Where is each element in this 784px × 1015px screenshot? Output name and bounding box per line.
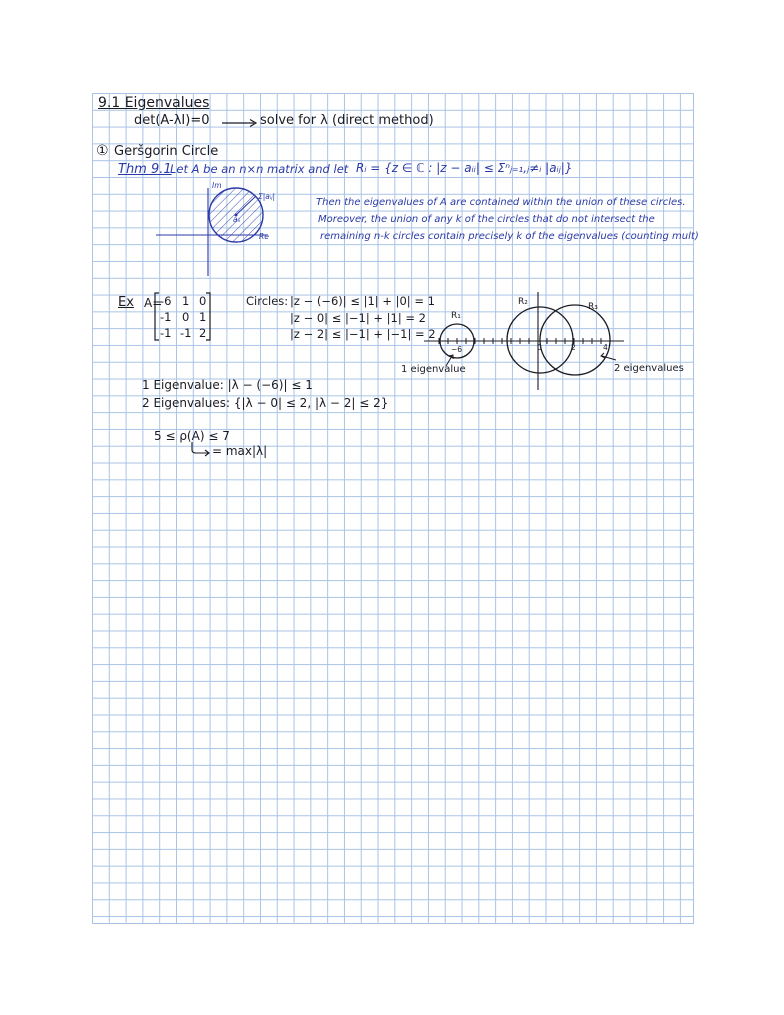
theorem-text: Let A be an n×n matrix and let [170,162,349,176]
circle-equation: |z − 2| ≤ |−1| + |−1| = 2 [290,327,436,341]
two-eigenvalues-note: 2 eigenvalues [614,363,684,374]
theorem-label: Thm 9.1 [118,162,172,177]
re-axis-label: Re [259,232,269,241]
arrow-right-icon [222,119,258,127]
det-equation: det(A-λI)=0 [134,113,210,128]
theorem-note-2: Moreover, the union of any k of the circles that do not intersect the [318,214,655,225]
theorem-set-definition: Rᵢ = {z ∈ ℂ : |z − aᵢᵢ| ≤ Σⁿⱼ₌₁,ⱼ≠ᵢ |aᵢⱼ|} [356,161,573,175]
matrix-cell: 1 [199,310,207,324]
matrix-cell: 1 [182,294,190,308]
matrix-cell: -6 [160,294,172,308]
region-r2-label: R₂ [518,297,528,307]
matrix-cell: -1 [160,326,172,340]
one-eigenvalue-bound: 1 Eigenvalue: |λ − (−6)| ≤ 1 [142,378,313,392]
matrix-cell: -1 [180,326,192,340]
matrix-cell: 2 [199,326,207,340]
det-result: solve for λ (direct method) [260,113,434,128]
spectral-radius-definition: = max|λ| [212,444,268,458]
heading-text: Geršgorin Circle [114,144,219,159]
radius-label: Σ|aᵢⱼ| [258,192,276,201]
spectral-radius-bound: 5 ≤ ρ(A) ≤ 7 [154,429,230,443]
circle-equation: |z − (−6)| ≤ |1| + |0| = 1 [290,294,435,308]
tick-label: 4 [603,343,608,352]
tick-label: 0 [537,343,542,352]
gershgorin-disc-sketch [150,180,300,280]
matrix-cell: 0 [182,310,190,324]
region-r1-label: R₁ [451,311,461,321]
two-eigenvalues-bound: 2 Eigenvalues: {|λ − 0| ≤ 2, |λ − 2| ≤ 2} [142,396,389,410]
hook-arrow-icon [190,442,212,456]
im-axis-label: Im [212,181,222,190]
one-eigenvalue-note: 1 eigenvalue [401,364,466,375]
theorem-note-1: Then the eigenvalues of A are contained within the union of these circles. [316,197,686,208]
center-label: aᵢᵢ [233,215,241,224]
circles-label: Circles: [246,294,289,308]
tick-label: 2 [571,343,576,352]
example-label: Ex [118,295,134,310]
section-title: 9.1 Eigenvalues [98,95,210,111]
circle-equation: |z − 0| ≤ |−1| + |1| = 2 [290,311,426,325]
heading-number: ① [96,143,109,159]
region-r3-label: R₃ [588,302,598,312]
matrix-cell: -1 [160,310,172,324]
theorem-note-3: remaining n-k circles contain precisely k of the eigenvalues (counting mult) [320,231,699,242]
matrix-name: A= [144,296,163,310]
matrix-cell: 0 [199,294,207,308]
tick-label: −6 [451,345,463,354]
